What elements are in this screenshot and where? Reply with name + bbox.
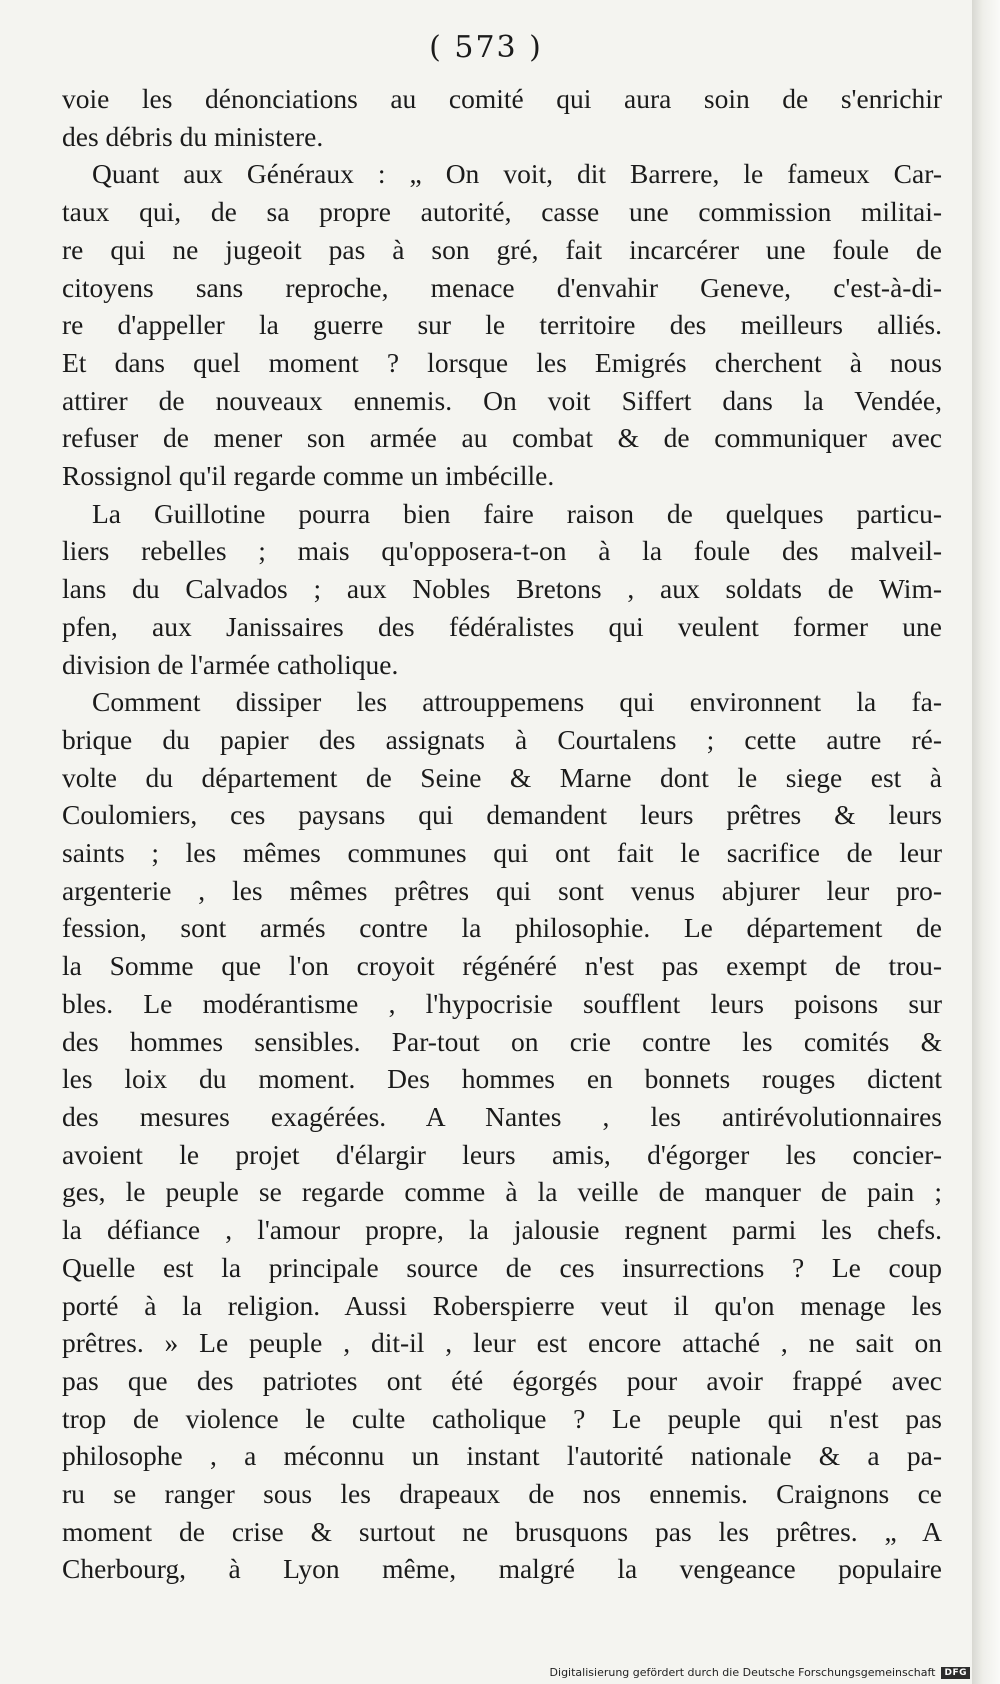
text-line: brique du papier des assignats à Courtalens ; cette autre ré-: [62, 723, 942, 755]
text-line: trop de violence le culte catholique ? Le peuple qui n'est pas: [62, 1402, 942, 1434]
text-line: la défiance , l'amour propre, la jalousie regnent parmi les chefs.: [62, 1214, 942, 1246]
text-line: La Guillotine pourra bien faire raison de quelques particu-: [92, 497, 942, 529]
text-line: ges, le peuple se regarde comme à la veille de manquer de pain ;: [62, 1176, 942, 1208]
text-line: Et dans quel moment ? lorsque les Emigrés cherchent à nous: [62, 346, 942, 378]
text-line: pas que des patriotes ont été égorgés pour avoir frappé avec: [62, 1364, 942, 1396]
text-line: bles. Le modérantisme , l'hypocrisie soufflent leurs poisons sur: [62, 987, 942, 1019]
text-line: liers rebelles ; mais qu'opposera-t-on à la foule des malveil-: [62, 535, 942, 567]
text-line: Quant aux Généraux : „ On voit, dit Barrere, le fameux Car-: [92, 158, 942, 190]
text-line: des débris du ministere.: [62, 120, 324, 152]
text-line: des mesures exagérées. A Nantes , les antirévolutionnaires: [62, 1100, 942, 1132]
page-number: ( 573 ): [429, 30, 543, 65]
text-line: re qui ne jugeoit pas à son gré, fait incarcérer une foule de: [62, 233, 942, 265]
text-line: prêtres. » Le peuple , dit-il , leur est encore attaché , ne sait on: [62, 1327, 942, 1359]
text-line: saints ; les mêmes communes qui ont fait le sacrifice de leur: [62, 837, 942, 869]
text-line: argenterie , les mêmes prêtres qui sont venus abjurer leur pro-: [62, 874, 942, 906]
text-line: Comment dissiper les attrouppemens qui environnent la fa-: [92, 686, 942, 718]
text-line: Quelle est la principale source de ces insurrections ? Le coup: [62, 1251, 942, 1283]
text-line: philosophe , a méconnu un instant l'autorité nationale & a pa-: [62, 1440, 942, 1472]
text-line: Cherbourg, à Lyon même, malgré la vengeance populaire: [62, 1553, 942, 1585]
text-line: lans du Calvados ; aux Nobles Bretons , aux soldats de Wim-: [62, 573, 942, 605]
text-line: pfen, aux Janissaires des fédéralistes qui veulent former une: [62, 610, 942, 642]
text-line: voie les dénonciations au comité qui aura soin de s'enrichir: [62, 83, 942, 114]
text-line: avoient le projet d'élargir leurs amis, d'égorger les concier-: [62, 1138, 942, 1170]
body-text: [62, 80, 942, 1588]
text-line: la Somme que l'on croyoit régénéré n'est pas exempt de trou-: [62, 950, 942, 982]
text-line: taux qui, de sa propre autorité, casse une commission militai-: [62, 196, 942, 228]
text-line: division de l'armée catholique.: [62, 648, 399, 680]
text-line: Rossignol qu'il regarde comme un imbécille.: [62, 460, 555, 492]
text-line: des hommes sensibles. Par-tout on crie contre les comités &: [62, 1025, 942, 1057]
text-line: citoyens sans reproche, menace d'envahir Geneve, c'est-à-di-: [62, 271, 942, 303]
digitization-credit: [550, 1666, 970, 1679]
text-line: attirer de nouveaux ennemis. On voit Siffert dans la Vendée,: [62, 384, 942, 416]
dfg-logo: DFG: [941, 1667, 970, 1679]
text-line: Coulomiers, ces paysans qui demandent leurs prêtres & leurs: [62, 799, 942, 831]
credit-text: Digitalisierung gefördert durch die Deutsche Forschungsgemeinschaft: [549, 1666, 936, 1679]
page-edge-shadow: [972, 0, 1000, 1684]
text-line: ru se ranger sous les drapeaux de nos ennemis. Craignons ce: [62, 1478, 942, 1510]
text-line: re d'appeller la guerre sur le territoire des meilleurs alliés.: [62, 309, 942, 341]
text-line: refuser de mener son armée au combat & de communiquer avec: [62, 422, 942, 454]
text-line: fession, sont armés contre la philosophie. Le département de: [62, 912, 942, 944]
text-line: moment de crise & surtout ne brusquons pas les prêtres. „ A: [62, 1515, 942, 1547]
text-line: porté à la religion. Aussi Roberspierre veut il qu'on menage les: [62, 1289, 942, 1321]
text-line: les loix du moment. Des hommes en bonnets rouges dictent: [62, 1063, 942, 1095]
text-line: volte du département de Seine & Marne dont le siege est à: [62, 761, 942, 793]
